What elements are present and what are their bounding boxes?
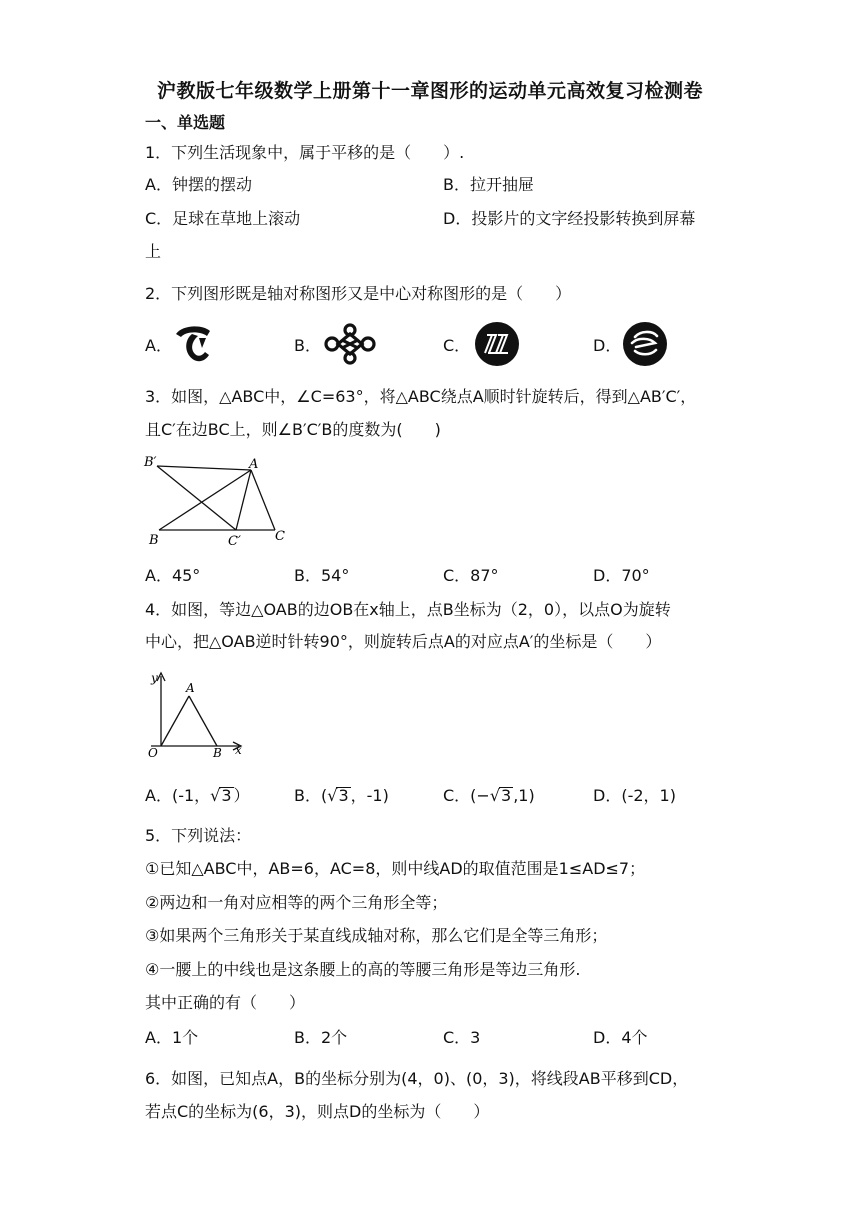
label-x: x [235, 743, 242, 757]
q2-option-a: A． [145, 336, 172, 355]
coordinate-triangle-figure [141, 668, 251, 758]
q3-option-b: B．54° [294, 566, 350, 585]
label-cprime: C′ [228, 534, 241, 548]
label-a: A [249, 457, 259, 472]
q1-option-c: C．足球在草地上滚动 [145, 209, 301, 228]
q3-option-a: A．45° [145, 566, 201, 585]
question-4-stem-line2: 中心，把△OAB逆时针转90°，则旋转后点A的对应点A′的坐标是（ ） [145, 632, 662, 651]
q2-option-b: B． [294, 336, 321, 355]
q4-option-d: D．(-2，1) [593, 786, 676, 805]
label-a: A [186, 681, 195, 695]
q1-option-d-continued: 上 [145, 242, 162, 261]
q5-option-a: A．1个 [145, 1028, 199, 1047]
q4-option-a: A．(-1，√3 ） [145, 786, 250, 805]
q3-option-c: C．87° [443, 566, 499, 585]
segment-bprime-cprime [157, 466, 236, 530]
q5-statement-3: ③如果两个三角形关于某直线成轴对称，那么它们是全等三角形； [145, 926, 608, 945]
q1-option-b: B．拉开抽屉 [443, 175, 534, 194]
q2-option-c: C． [443, 336, 471, 355]
question-3-stem-line1: 3．如图，△ABC中，∠C=63°，将△ABC绕点A顺时针旋转后，得到△AB′C′， [145, 387, 697, 406]
label-o: O [148, 746, 158, 758]
q5-statement-4: ④一腰上的中线也是这条腰上的高的等腰三角形是等边三角形. [145, 960, 581, 979]
question-1-stem: 1．下列生活现象中，属于平移的是（ ）. [145, 143, 465, 162]
question-4-stem-line1: 4．如图，等边△OAB的边OB在x轴上，点B坐标为（2，0），以点O为旋转 [145, 600, 671, 619]
segment-o-a [161, 696, 189, 746]
circle-stripes-logo-icon [474, 321, 520, 367]
mobile-logo-icon [622, 321, 668, 367]
q3-option-d: D．70° [593, 566, 650, 585]
label-y: y [151, 671, 158, 685]
question-6-stem-line2: 若点C的坐标为(6，3)，则点D的坐标为（ ） [145, 1102, 490, 1121]
page-title: 沪教版七年级数学上册第十一章图形的运动单元高效复习检测卷 [156, 80, 703, 102]
q5-option-d: D．4个 [593, 1028, 648, 1047]
question-3-stem-line2: 且C′在边BC上，则∠B′C′B的度数为( ) [145, 420, 441, 439]
q5-statement-2: ②两边和一角对应相等的两个三角形全等； [145, 893, 448, 912]
segment-a-c [251, 470, 275, 530]
label-b: B [213, 746, 222, 758]
q2-option-d: D． [593, 336, 622, 355]
section-heading: 一、单选题 [145, 113, 226, 132]
chinese-knot-icon [322, 323, 378, 365]
q5-ask: 其中正确的有（ ） [145, 993, 306, 1012]
q5-statement-1: ①已知△ABC中，AB=6，AC=8，则中线AD的取值范围是1≤AD≤7； [145, 859, 646, 878]
question-5-stem: 5．下列说法： [145, 826, 252, 845]
q4-option-c: C．(−√3 ,1) [443, 786, 535, 805]
q4-option-b: B．(√3 ，-1) [294, 786, 389, 805]
q5-option-b: B．2个 [294, 1028, 348, 1047]
q1-option-d: D．投影片的文字经投影转换到屏幕 [443, 209, 696, 228]
label-c: C [275, 529, 285, 544]
telecom-logo-icon [172, 322, 214, 366]
label-bprime: B′ [144, 455, 157, 470]
question-2-stem: 2．下列图形既是轴对称图形又是中心对称图形的是（ ） [145, 284, 572, 303]
segment-a-b [189, 696, 217, 746]
segment-bprime-a [157, 466, 251, 470]
label-b: B [149, 533, 159, 548]
q1-option-a: A．钟摆的摆动 [145, 175, 252, 194]
question-6-stem-line1: 6．如图，已知点A，B的坐标分别为(4，0)、(0，3)，将线段AB平移到CD， [145, 1069, 689, 1088]
q5-option-c: C．3 [443, 1028, 481, 1047]
triangle-rotation-figure [141, 448, 291, 548]
